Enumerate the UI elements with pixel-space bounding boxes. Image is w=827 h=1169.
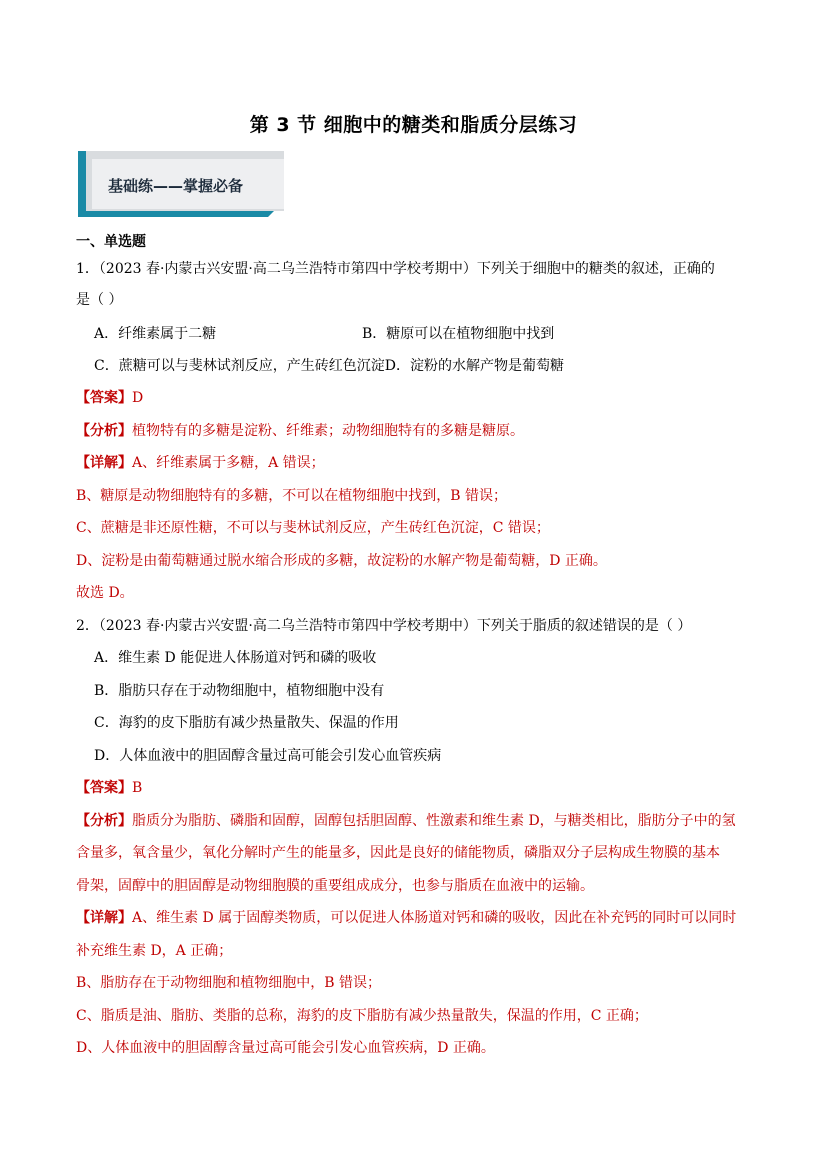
q2-analysis (76, 811, 736, 831)
q2-analysis-line3: 骨架，固醇中的胆固醇是动物细胞膜的重要组成成分，也参与脂质在血液中的运输。 (76, 878, 594, 894)
q2-detail-b: B、脂肪存在于动物细胞和植物细胞中，B 错误； (76, 975, 382, 991)
q1-analysis (76, 421, 524, 441)
q1-answer-value: D (132, 390, 144, 406)
banner-text: 基础练——掌握必备 (108, 177, 244, 195)
q2-option-c: C．海豹的皮下脂肪有减少热量散失、保温的作用 (94, 715, 399, 731)
q1-answer (76, 388, 143, 408)
q1-option-c-d (94, 356, 564, 376)
q2-option-d: D．人体血液中的胆固醇含量过高可能会引发心血管疾病 (94, 748, 442, 764)
q1-detail-b: B、糖原是动物细胞特有的多糖，不可以在植物细胞中找到，B 错误； (76, 488, 508, 504)
q2-analysis-line2: 含量多，氧含量少，氧化分解时产生的能量多，因此是良好的储能物质，磷脂双分子层构成生物膜的基本 (76, 845, 720, 861)
q2-detail-a1: A、维生素 D 属于固醇类物质，可以促进人体肠道对钙和磷的吸收，因此在补充钙的同时可以同时 (132, 910, 737, 926)
q1-analysis-text: 植物特有的多糖是淀粉、纤维素；动物细胞特有的多糖是糖原。 (132, 423, 524, 439)
q2-option-a: A．维生素 D 能促进人体肠道对钙和磷的吸收 (94, 650, 377, 666)
q2-detail-a2: 补充维生素 D，A 正确； (76, 943, 233, 959)
section-heading: 一、单选题 (76, 234, 146, 250)
q2-answer (76, 778, 142, 798)
q1-conclusion: 故选 D。 (76, 585, 134, 601)
q2-stem: 2．（2023 春·内蒙古兴安盟·高二乌兰浩特市第四中学校考期中）下列关于脂质的叙述错误的是（ ） (76, 618, 692, 634)
q1-detail-a: A、纤维素属于多糖，A 错误； (132, 455, 325, 471)
q2-answer-value: B (132, 780, 143, 796)
q2-analysis-tag: 【分析】 (76, 813, 132, 829)
q1-option-d: D．淀粉的水解产物是葡萄糖 (384, 358, 564, 374)
q2-option-b: B．脂肪只存在于动物细胞中，植物细胞中没有 (94, 683, 385, 699)
q1-detail-d: D、淀粉是由葡萄糖通过脱水缩合形成的多糖，故淀粉的水解产物是葡萄糖，D 正确。 (76, 553, 607, 569)
q2-detail-c: C、脂质是油、脂肪、类脂的总称，海豹的皮下脂肪有减少热量散失，保温的作用，C 正确； (76, 1008, 648, 1024)
q1-detail-c: C、蔗糖是非还原性糖，不可以与斐林试剂反应，产生砖红色沉淀，C 错误； (76, 520, 550, 536)
page-title: 第 3 节 细胞中的糖类和脂质分层练习 (249, 114, 578, 136)
q2-detail-tag: 【详解】 (76, 910, 132, 926)
q2-answer-tag: 【答案】 (76, 780, 132, 796)
q1-option-a-text: A．纤维素属于二糖 (94, 326, 217, 342)
q1-answer-tag: 【答案】 (76, 390, 132, 406)
q1-analysis-tag: 【分析】 (76, 423, 132, 439)
q2-analysis-line1: 脂质分为脂肪、磷脂和固醇，固醇包括胆固醇、性激素和维生素 D，与糖类相比，脂肪分子中的氢 (132, 813, 736, 829)
q1-stem-line1: 1．（2023 春·内蒙古兴安盟·高二乌兰浩特市第四中学校考期中）下列关于细胞中的糖类的叙述，正确的 (76, 261, 715, 277)
q2-detail (76, 908, 736, 928)
q2-detail-d: D、人体血液中的胆固醇含量过高可能会引发心血管疾病，D 正确。 (76, 1040, 495, 1056)
q1-detail (76, 453, 325, 473)
q1-option-b: B．糖原可以在植物细胞中找到 (362, 326, 555, 342)
q1-option-c: C．蔗糖可以与斐林试剂反应，产生砖红色沉淀 (94, 358, 385, 374)
section-banner (78, 151, 284, 223)
q1-detail-tag: 【详解】 (76, 455, 132, 471)
q1-stem-line2: 是（ ） (76, 292, 123, 308)
q1-option-a (94, 324, 216, 344)
